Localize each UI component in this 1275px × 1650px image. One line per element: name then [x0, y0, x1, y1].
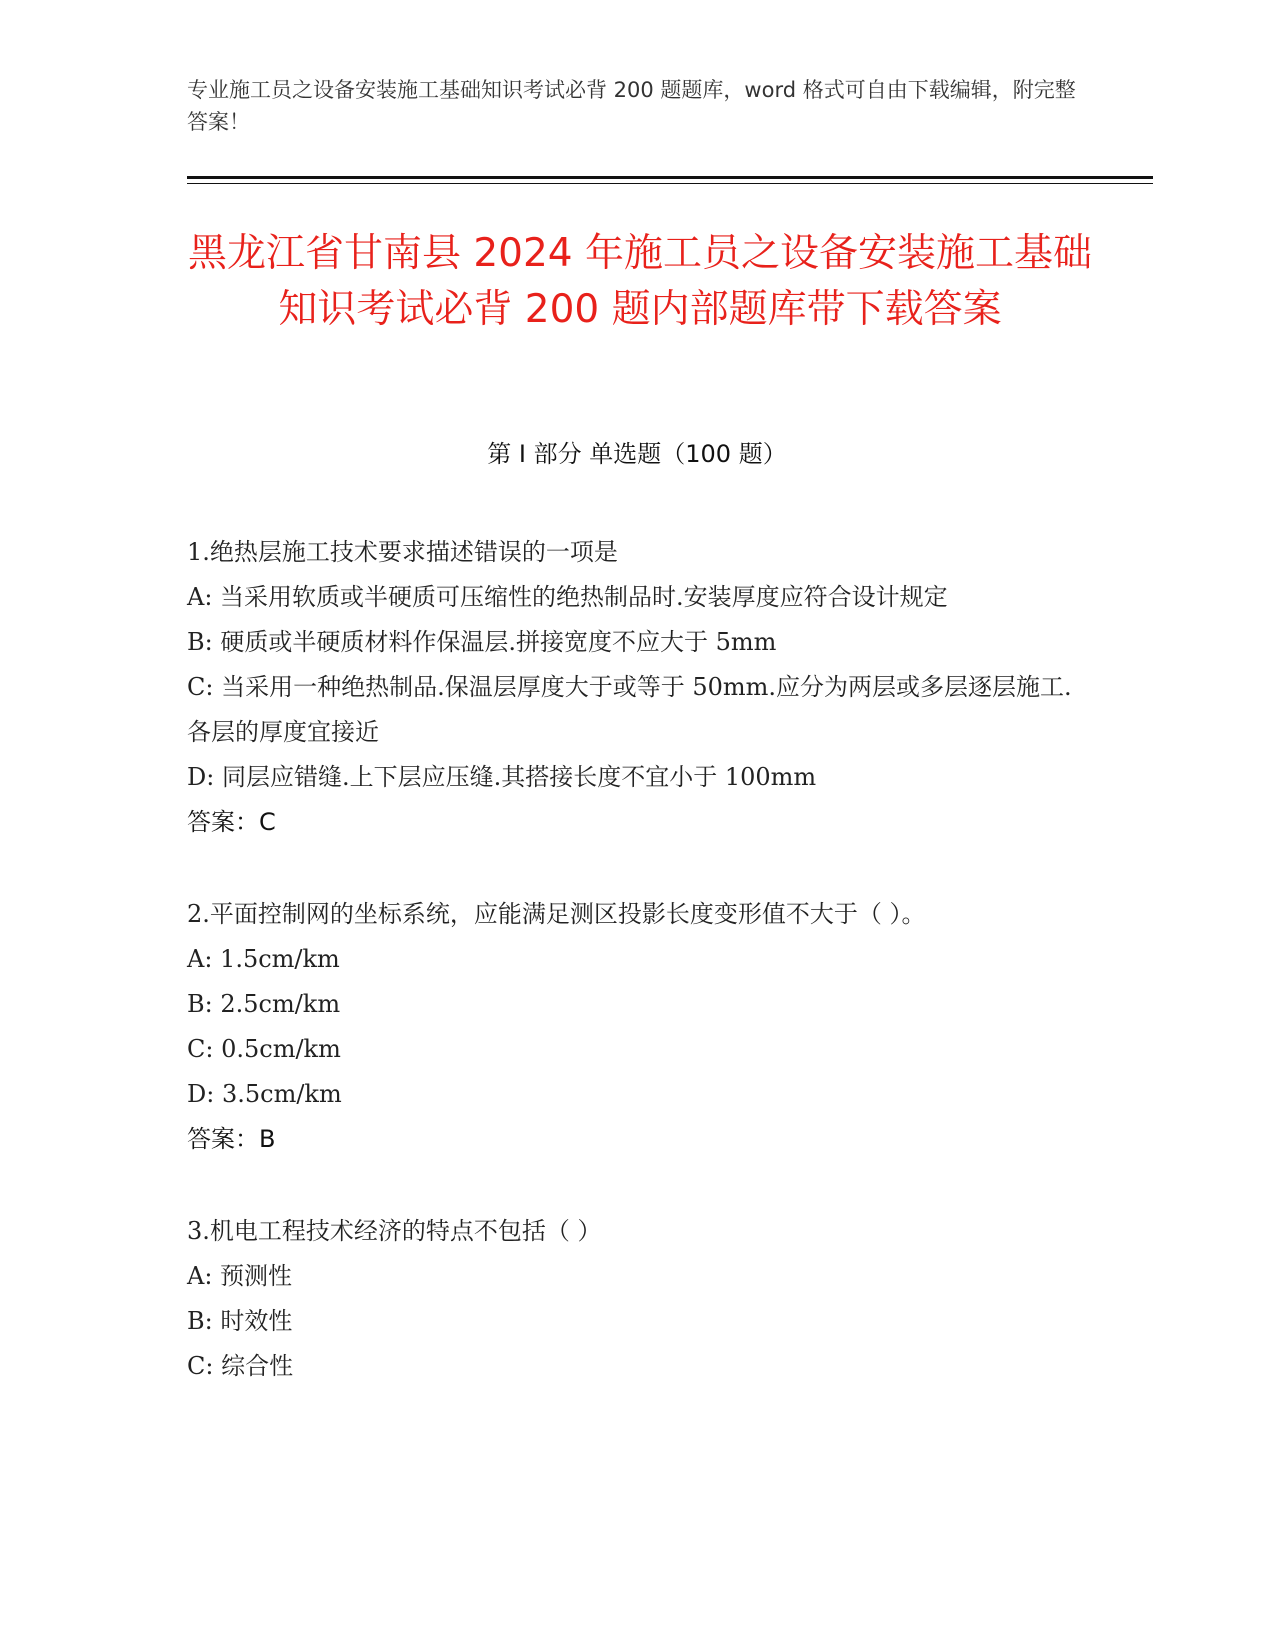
option-c: C: 综合性	[187, 1352, 294, 1380]
question-1	[187, 530, 1087, 845]
question-stem: 3.机电工程技术经济的特点不包括（ ）	[187, 1217, 602, 1245]
option-a: A: 预测性	[187, 1262, 293, 1290]
answer-line: 答案：C	[187, 808, 276, 836]
header-divider-thick	[187, 176, 1153, 179]
question-list	[187, 530, 1087, 1436]
question-2	[187, 892, 1087, 1162]
option-a: A: 1.5cm/km	[187, 945, 340, 973]
header-divider-thin	[187, 183, 1153, 184]
answer-line: 答案：B	[187, 1125, 276, 1153]
question-stem: 1.绝热层施工技术要求描述错误的一项是	[187, 538, 618, 566]
option-d: D: 同层应错缝.上下层应压缝.其搭接长度不宜小于 100mm	[187, 763, 817, 791]
option-c: C: 当采用一种绝热制品.保温层厚度大于或等于 50mm.应分为两层或多层逐层施工.各层的厚度宜接近	[187, 673, 1072, 746]
section-title: 第 I 部分 单选题（100 题）	[487, 440, 787, 468]
question-3	[187, 1209, 1087, 1389]
header-note: 专业施工员之设备安装施工基础知识考试必背 200 题题库，word 格式可自由下载编辑，附完整答案！	[187, 78, 1076, 134]
option-a: A: 当采用软质或半硬质可压缩性的绝热制品时.安装厚度应符合设计规定	[187, 583, 948, 611]
option-b: B: 2.5cm/km	[187, 990, 341, 1018]
option-b: B: 时效性	[187, 1307, 293, 1335]
document-title: 黑龙江省甘南县 2024 年施工员之设备安装施工基础知识考试必背 200 题内部题库带下载答案	[187, 231, 1093, 332]
option-d: D: 3.5cm/km	[187, 1080, 342, 1108]
question-stem: 2.平面控制网的坐标系统，应能满足测区投影长度变形值不大于（ ）。	[187, 900, 926, 928]
option-b: B: 硬质或半硬质材料作保温层.拼接宽度不应大于 5mm	[187, 628, 777, 656]
option-c: C: 0.5cm/km	[187, 1035, 341, 1063]
